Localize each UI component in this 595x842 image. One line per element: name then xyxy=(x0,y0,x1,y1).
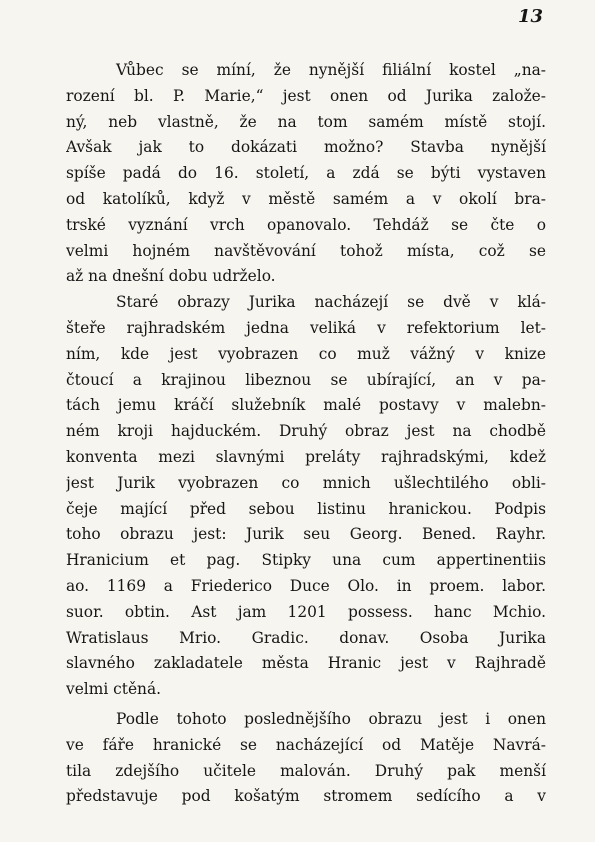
paragraph-3 xyxy=(66,707,546,810)
text-line: toho obrazu jest: Jurik seu Georg. Bened. Rayhr. xyxy=(66,525,546,544)
page-number: 13 xyxy=(517,6,543,27)
text-line: suor. obtin. Ast jam 1201 possess. hanc Mchio. xyxy=(66,602,546,621)
text-line: spíše padá do 16. století, a zdá se býti vystaven xyxy=(66,164,546,183)
text-line: Hranicium et pag. Stipky una cum appertinentiis xyxy=(66,551,546,570)
text-line: představuje pod košatým stromem sedícího a v xyxy=(66,787,546,806)
text-line: ném kroji hajduckém. Druhý obraz jest na chodbě xyxy=(66,422,546,441)
text-line: jest Jurik vyobrazen co mnich ušlechtilého obli- xyxy=(66,473,546,492)
text-line: rození bl. P. Marie,“ jest onen od Jurika založe- xyxy=(66,86,546,105)
text-line: Staré obrazy Jurika nacházejí se dvě v klá- xyxy=(116,293,546,312)
text-line: Wratislaus Mrio. Gradic. donav. Osoba Jurika xyxy=(66,628,546,647)
text-line: velmi ctěná. xyxy=(66,680,162,699)
text-line: tách jemu kráčí služebník malé postavy v malebn- xyxy=(66,396,546,415)
text-line: čeje mající před sebou listinu hranickou. Podpis xyxy=(66,499,546,518)
text-line: velmi hojném navštěvování tohož místa, což se xyxy=(66,241,546,260)
paragraph-1 xyxy=(66,58,546,290)
text-line: Vůbec se míní, že nynější filiální kostel „na- xyxy=(116,61,546,79)
text-line: trské vyznání vrch opanovalo. Tehdáž se čte o xyxy=(66,215,546,234)
body-text xyxy=(66,58,546,810)
text-line: až na dnešní dobu udrželo. xyxy=(66,267,276,286)
text-line: Podle tohoto poslednějšího obrazu jest i onen xyxy=(116,709,546,728)
text-line: šteře rajhradském jedna veliká v refektorium let- xyxy=(66,318,546,337)
text-line: ao. 1169 a Friederico Duce Olo. in proem. labor. xyxy=(66,576,546,595)
text-line: tila zdejšího učitele malován. Druhý pak menší xyxy=(66,761,546,780)
text-line: ný, neb vlastně, že na tom samém místě stojí. xyxy=(66,112,546,131)
text-line: konventa mezi slavnými preláty rajhradskými, kdež xyxy=(66,447,546,466)
text-line: čtoucí a krajinou libeznou se ubírající, an v pa- xyxy=(66,370,546,389)
text-line: slavného zakladatele města Hranic jest v Rajhradě xyxy=(66,654,546,673)
text-line: ve fáře hranické se nacházející od Matěje Navrá- xyxy=(66,735,546,754)
text-line: ním, kde jest vyobrazen co muž vážný v knize xyxy=(66,344,546,363)
text-line: od katolíků, když v městě samém a v okolí bra- xyxy=(66,189,546,208)
paragraph-2 xyxy=(66,290,546,703)
text-line: Avšak jak to dokázati možno? Stavba nynější xyxy=(66,138,546,157)
